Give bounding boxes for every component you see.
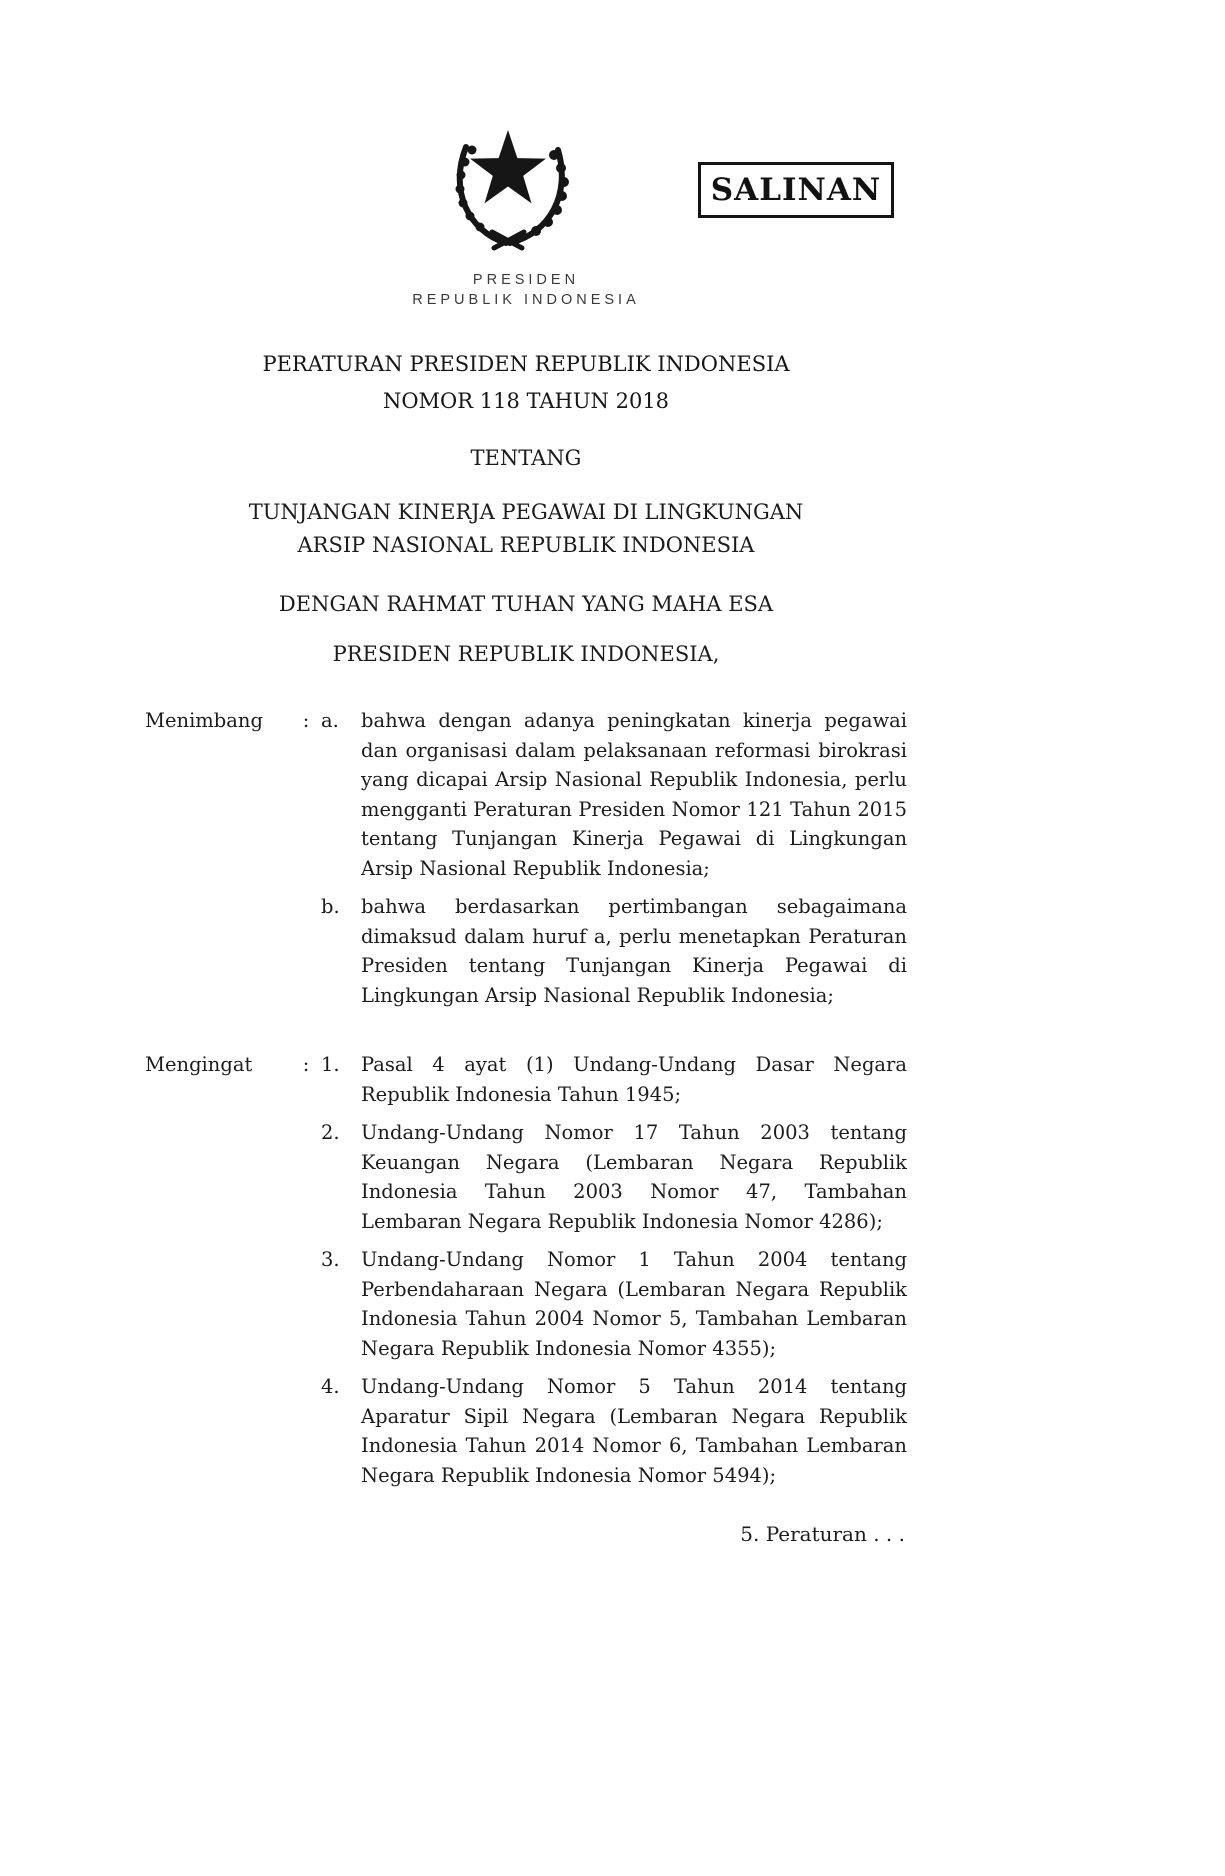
item-text: Undang-Undang Nomor 17 Tahun 2003 tentang Keuangan Negara (Lembaran Negara Republik Indonesia Tahun 2003 Nomor 47, Tambahan Lembaran Negara Republik Indonesia Nomor 4286); bbox=[361, 1121, 907, 1233]
preamble-item bbox=[145, 1245, 907, 1363]
section-label: Mengingat bbox=[145, 1053, 253, 1076]
preamble-item bbox=[145, 1050, 907, 1109]
preamble-item bbox=[145, 1372, 907, 1490]
document-content bbox=[145, 270, 907, 1546]
page-catchword: 5. Peraturan . . . bbox=[740, 1522, 905, 1546]
letterhead bbox=[145, 270, 907, 310]
letterhead-line-presiden: PRESIDEN bbox=[472, 272, 580, 288]
section-colon: : bbox=[302, 709, 310, 732]
subject-line2: ARSIP NASIONAL REPUBLIK INDONESIA bbox=[297, 533, 755, 557]
preamble-item bbox=[145, 892, 907, 1010]
preamble-item bbox=[145, 1118, 907, 1236]
preamble-body bbox=[145, 706, 907, 1490]
item-marker: b. bbox=[321, 895, 340, 918]
item-marker: a. bbox=[321, 709, 339, 732]
salinan-stamp-box bbox=[698, 162, 894, 218]
preamble-item bbox=[145, 706, 907, 883]
salinan-stamp-label: SALINAN bbox=[710, 172, 882, 208]
enacting-authority: PRESIDEN REPUBLIK INDONESIA, bbox=[332, 642, 720, 666]
item-text: bahwa dengan adanya peningkatan kinerja pegawai dan organisasi dalam pelaksanaan reformasi birokrasi yang dicapai Arsip Nasional Republik Indonesia, perlu mengganti Peraturan Presiden Nomor 121 Tahun 2015 tentang Tunjangan Kinerja Pegawai di Lingkungan Arsip Nasional Republik Indonesia; bbox=[361, 709, 907, 880]
regulation-title bbox=[145, 346, 907, 420]
item-text: Undang-Undang Nomor 5 Tahun 2014 tentang Aparatur Sipil Negara (Lembaran Negara Republik Indonesia Tahun 2014 Nomor 6, Tambahan Lembaran Negara Republik Indonesia Nomor 5494); bbox=[361, 1375, 907, 1487]
regulation-subject bbox=[145, 496, 907, 562]
section-menimbang bbox=[145, 706, 907, 1010]
invocation-line: DENGAN RAHMAT TUHAN YANG MAHA ESA bbox=[278, 592, 774, 616]
letterhead-line-republik: REPUBLIK INDONESIA bbox=[412, 292, 640, 308]
tentang-heading: TENTANG bbox=[470, 446, 582, 470]
presidential-emblem-icon bbox=[428, 112, 588, 257]
item-marker: 3. bbox=[321, 1248, 340, 1271]
item-marker: 1. bbox=[321, 1053, 340, 1076]
item-text: bahwa berdasarkan pertimbangan sebagaimana dimaksud dalam huruf a, perlu menetapkan Peraturan Presiden tentang Tunjangan Kinerja Pegawai di Lingkungan Arsip Nasional Republik Indonesia; bbox=[361, 895, 907, 1007]
subject-line1: TUNJANGAN KINERJA PEGAWAI DI LINGKUNGAN bbox=[248, 500, 804, 524]
section-mengingat bbox=[145, 1050, 907, 1490]
regulation-title-line1: PERATURAN PRESIDEN REPUBLIK INDONESIA bbox=[262, 352, 790, 376]
section-colon: : bbox=[302, 1053, 310, 1076]
section-label: Menimbang bbox=[145, 709, 263, 732]
item-marker: 2. bbox=[321, 1121, 340, 1144]
regulation-title-line2: NOMOR 118 TAHUN 2018 bbox=[382, 389, 670, 413]
item-marker: 4. bbox=[321, 1375, 340, 1398]
item-text: Pasal 4 ayat (1) Undang-Undang Dasar Negara Republik Indonesia Tahun 1945; bbox=[361, 1053, 907, 1106]
item-text: Undang-Undang Nomor 1 Tahun 2004 tentang Perbendaharaan Negara (Lembaran Negara Republik Indonesia Tahun 2004 Nomor 5, Tambahan Lembaran Negara Republik Indonesia Nomor 4355); bbox=[361, 1248, 907, 1360]
